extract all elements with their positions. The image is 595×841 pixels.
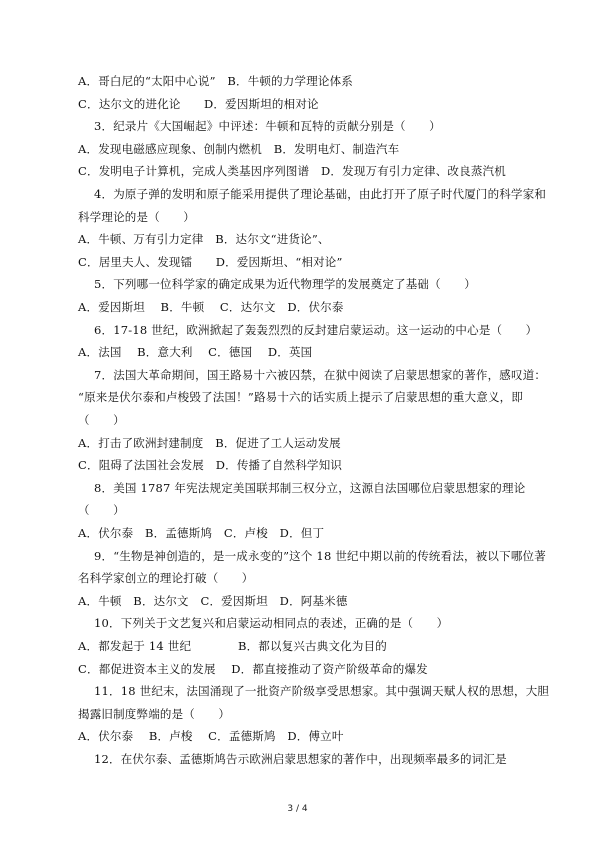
question-line: （ ） bbox=[78, 503, 125, 517]
option-line: A．伏尔泰 B．卢梭 C．孟德斯鸠 D．傅立叶 bbox=[78, 729, 344, 743]
option-line: A．牛顿、万有引力定律 B．达尔文“进货论”、 bbox=[78, 232, 330, 246]
option-line: A．都发起于 14 世纪 B．都以复兴古典文化为目的 bbox=[78, 639, 387, 653]
question-line: 12．在伏尔泰、孟德斯鸠告示欧洲启蒙思想家的著作中，出现频率最多的词汇是 bbox=[94, 752, 507, 766]
question-line: 科学理论的是（ ） bbox=[78, 210, 195, 224]
option-line: A．牛顿 B．达尔文 C．爱因斯坦 D．阿基米德 bbox=[78, 594, 348, 608]
option-line: C．居里夫人、发现镭 D．爱因斯坦、“相对论” bbox=[78, 255, 343, 269]
option-line: A．打击了欧洲封建制度 B．促进了工人运动发展 bbox=[78, 436, 341, 450]
question-line: 7．法国大革命期间，国王路易十六被囚禁，在狱中阅读了启蒙思想家的著作，感叹道： bbox=[94, 368, 547, 382]
option-line: C．都促进资本主义的发展 D．都直接推动了资产阶级革命的爆发 bbox=[78, 662, 428, 676]
option-line: A．哥白尼的“太阳中心说” B．牛顿的力学理论体系 bbox=[78, 74, 354, 88]
question-line: 4．为原子弹的发明和原子能采用提供了理论基础，由此打开了原子时代厦门的科学家和 bbox=[94, 187, 547, 201]
option-line: A．爱因斯坦 B．牛顿 C．达尔文 D．伏尔泰 bbox=[78, 300, 344, 314]
option-line: A．发现电磁感应现象、创制内燃机 B．发明电灯、制造汽车 bbox=[78, 142, 400, 156]
question-line: “原来是伏尔泰和卢梭毁了法国！”路易十六的话实质上提示了启蒙思想的重大意义，即 bbox=[78, 390, 524, 404]
question-line: 5．下列哪一位科学家的确定成果为近代物理学的发展奠定了基础（ ） bbox=[94, 277, 476, 291]
option-line: C．达尔文的进化论 D．爱因斯坦的相对论 bbox=[78, 97, 319, 111]
option-line: C．发明电子计算机，完成人类基因序列图谱 D．发现万有引力定律、改良蒸汽机 bbox=[78, 164, 506, 178]
option-line: A．法国 B．意大利 C．德国 D．英国 bbox=[78, 345, 313, 359]
question-line: （ ） bbox=[78, 413, 125, 427]
question-line: 名科学家创立的理论打破（ ） bbox=[78, 571, 254, 585]
option-line: C．阻碍了法国社会发展 D．传播了自然科学知识 bbox=[78, 458, 343, 472]
question-line: 揭露旧制度弊端的是（ ） bbox=[78, 707, 231, 721]
question-line: 11．18 世纪末，法国涌现了一批资产阶级享受思想家。其中强调天赋人权的思想，大胆 bbox=[94, 684, 550, 698]
question-line: 6．17-18 世纪，欧洲掀起了轰轰烈烈的反封建启蒙运动。这一运动的中心是（ ） bbox=[94, 323, 538, 337]
question-line: 3．纪录片《大国崛起》中评述：牛顿和瓦特的贡献分别是（ ） bbox=[94, 119, 441, 133]
page-number: 3 / 4 bbox=[287, 804, 308, 814]
question-line: 9．“生物是神创造的，是一成永变的”这个 18 世纪中期以前的传统看法，被以下哪位著 bbox=[94, 549, 546, 563]
question-line: 10．下列关于文艺复兴和启蒙运动相同点的表述，正确的是（ ） bbox=[94, 616, 449, 630]
question-line: 8．美国 1787 年宪法规定美国联邦制三权分立，这源自法国哪位启蒙思想家的理论 bbox=[94, 481, 526, 495]
option-line: A．伏尔泰 B．孟德斯鸠 C．卢梭 D．但丁 bbox=[78, 526, 325, 540]
